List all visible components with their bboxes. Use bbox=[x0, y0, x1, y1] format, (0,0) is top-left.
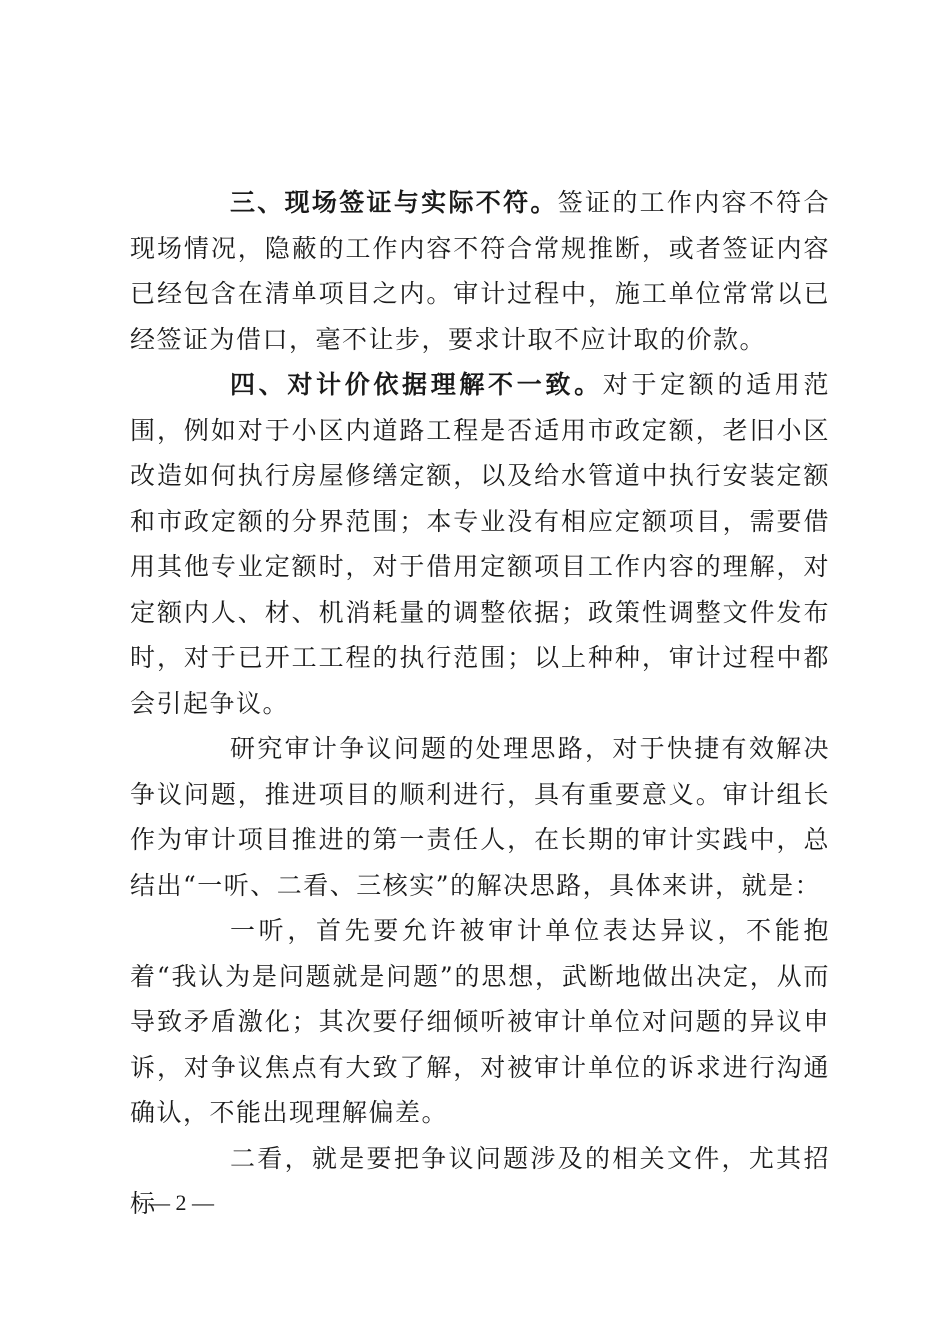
paragraph-approach-intro bbox=[130, 726, 830, 908]
page-number: — 2 — bbox=[148, 1190, 214, 1215]
paragraph-text: 一听，首先要允许被审计单位表达异议，不能抱着“我认为是问题就是问题”的思想，武断地做出决定，从而导致矛盾激化；其次要仔细倾听被审计单位对问题的异议申诉，对争议焦点有大致了解，对被审计单位的诉求进行沟通确认，不能出现理解偏差。 bbox=[130, 916, 830, 1127]
paragraph-text: 二看，就是要把争议问题涉及的相关文件，尤其招标 bbox=[130, 1143, 830, 1218]
paragraph-heading: 四、对计价依据理解不一致。 bbox=[230, 370, 603, 399]
paragraph-text: 研究审计争议问题的处理思路，对于快捷有效解决争议问题，推进项目的顺利进行，具有重要意义。审计组长作为审计项目推进的第一责任人，在长期的审计实践中，总结出“一听、二看、三核实”的解决思路，具体来讲，就是： bbox=[130, 734, 830, 900]
paragraph-step-listen bbox=[130, 908, 830, 1136]
paragraph-site-visa bbox=[130, 180, 830, 362]
paragraph-step-review bbox=[130, 1136, 830, 1227]
paragraph-pricing-basis bbox=[130, 362, 830, 726]
paragraph-text: 对于定额的适用范围，例如对于小区内道路工程是否适用市政定额，老旧小区改造如何执行房屋修缮定额，以及给水管道中执行安装定额和市政定额的分界范围；本专业没有相应定额项目，需要借用其他专业定额时，对于借用定额项目工作内容的理解，对定额内人、材、机消耗量的调整依据；政策性调整文件发布时，对于已开工工程的执行范围；以上种种，审计过程中都会引起争议。 bbox=[130, 370, 830, 718]
paragraph-text: 签证的工作内容不符合现场情况，隐蔽的工作内容不符合常规推断，或者签证内容已经包含在清单项目之内。审计过程中，施工单位常常以已经签证为借口，毫不让步，要求计取不应计取的价款。 bbox=[130, 188, 830, 354]
document-body bbox=[130, 180, 830, 1227]
paragraph-heading: 三、现场签证与实际不符。 bbox=[230, 188, 558, 217]
